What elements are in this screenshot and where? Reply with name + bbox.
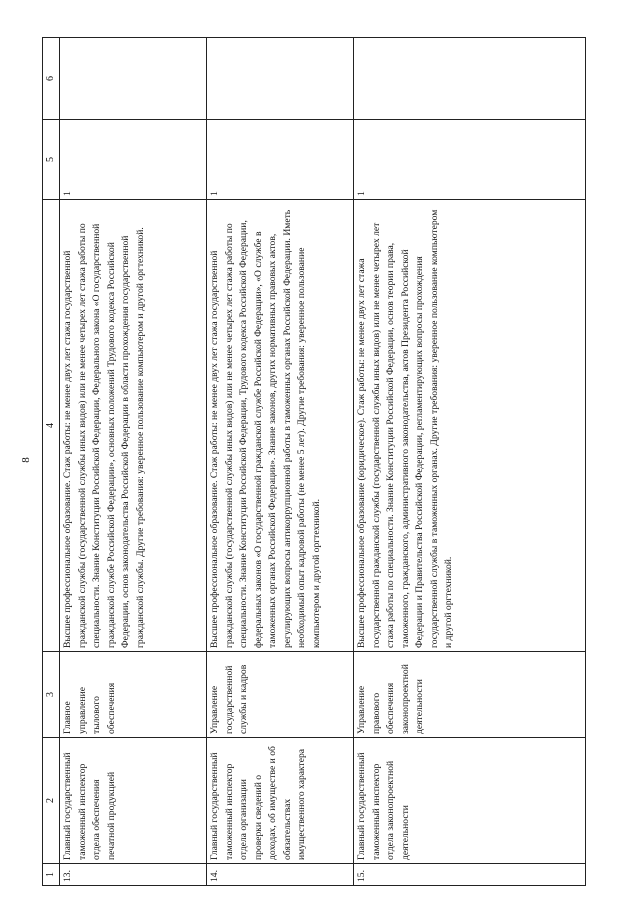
vacancy-count: 1 xyxy=(60,120,207,200)
row-number: 14. xyxy=(207,864,354,886)
table-row xyxy=(354,38,586,886)
position-title: Главный государственный таможенный инспектор отдела организации проверки сведений о доходах, об имуществе и об обязательствах имущественного характера xyxy=(207,738,354,864)
department-name: Управление государственной службы и кадров xyxy=(207,652,354,738)
column-6-cell xyxy=(354,38,586,120)
department-name: Управление правового обеспечения законопроектной деятельности xyxy=(354,652,586,738)
table-header-row xyxy=(43,38,60,886)
table-row xyxy=(60,38,207,886)
vacancy-count: 1 xyxy=(207,120,354,200)
position-title: Главный государственный таможенный инспектор отдела обеспечения печатной продукцией xyxy=(60,738,207,864)
column-6-cell xyxy=(207,38,354,120)
qualification-requirements: Высшее профессиональное образование (юридическое). Стаж работы: не менее двух лет стажа государственной гражданской службы (государственной службы иных видов) или не менее четырех лет стажа работы по специальности. Знание Конституции Российской Федерации, основ теории права, таможенного, гражданского, административного законодательства, актов Президента Российской Федерации и Правительства Российской Федерации, регламентирующих вопросы прохождения государственной службы в таможенных органах. Другие требования: уверенное пользование компьютером и другой оргтехникой. xyxy=(354,200,586,652)
column-header: 4 xyxy=(43,200,60,652)
vacancy-count: 1 xyxy=(354,120,586,200)
rotated-page xyxy=(20,30,540,890)
position-title: Главный государственный таможенный инспектор отдела законопроектной деятельности xyxy=(354,738,586,864)
vacancy-table xyxy=(42,37,586,886)
column-header: 3 xyxy=(43,652,60,738)
page-number: 8 xyxy=(20,457,32,463)
table-row xyxy=(207,38,354,886)
qualification-requirements: Высшее профессиональное образование. Стаж работы: не менее двух лет стажа государственной гражданской службы (государственной службы иных видов) или не менее четырех лет стажа работы по специальности. Знание Конституции Российской Федерации, Трудового кодекса Российской Федерации, федеральных законов «О государственной гражданской службе Российской Федерации», «О службе в таможенных органах Российской Федерации». Знание законов, других нормативных правовых актов, регулирующих вопросы антикоррупционной работы в таможенных органах Российской Федерации. Иметь необходимый опыт кадровой работы (не менее 5 лет). Другие требования: уверенное пользование компьютером и другой оргтехникой. xyxy=(207,200,354,652)
department-name: Главное управление тылового обеспечения xyxy=(60,652,207,738)
column-header: 6 xyxy=(43,38,60,120)
column-header: 1 xyxy=(43,864,60,886)
row-number: 15. xyxy=(354,864,586,886)
row-number: 13. xyxy=(60,864,207,886)
column-6-cell xyxy=(60,38,207,120)
column-header: 2 xyxy=(43,738,60,864)
qualification-requirements: Высшее профессиональное образование. Стаж работы: не менее двух лет стажа государственной гражданской службы (государственной службы иных видов) или не менее четырех лет стажа работы по специальности. Знание Конституции Российской Федерации, Федерального закона «О государственной гражданской службе Российской Федерации», основных положений Трудового кодекса Российской Федерации, основ законодательства Российской Федерации в области прохождения государственной гражданской службы. Другие требования: уверенное пользование компьютером и другой оргтехникой. xyxy=(60,200,207,652)
column-header: 5 xyxy=(43,120,60,200)
